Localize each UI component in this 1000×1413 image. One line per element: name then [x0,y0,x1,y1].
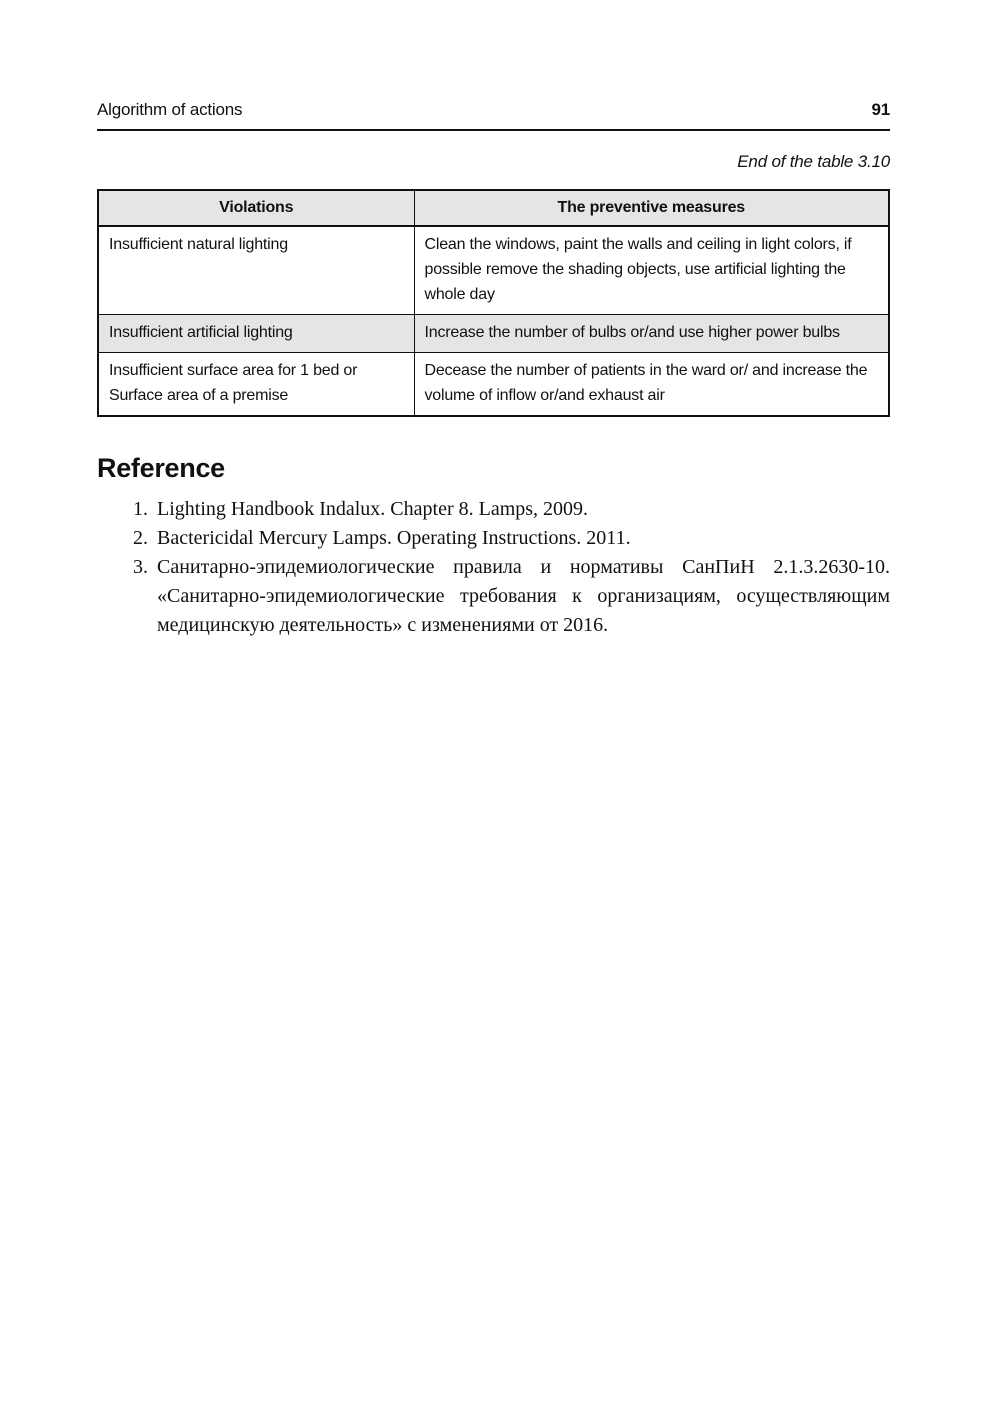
violation-cell: Insufficient surface area for 1 bed or Surface area of a premise [98,353,414,417]
table-header-row [98,190,889,226]
reference-number: 2. [133,527,148,549]
reference-text: Bactericidal Mercury Lamps. Operating Instructions. 2011. [157,527,631,549]
violation-cell: Insufficient artificial lighting [98,315,414,353]
violations-table [97,189,890,417]
violation-cell: Insufficient natural lighting [98,226,414,315]
measure-cell: Increase the number of bulbs or/and use higher power bulbs [414,315,889,353]
column-header-measures: The preventive measures [414,190,889,226]
table-row-natural-lighting [98,226,889,315]
table-caption: End of the table 3.10 [737,152,890,171]
measure-cell: Clean the windows, paint the walls and ceiling in light colors, if possible remove the shading objects, use artificial lighting the whole day [414,226,889,315]
reference-item-2 [133,524,890,553]
measure-cell: Decease the number of patients in the ward or/ and increase the volume of inflow or/and exhaust air [414,353,889,417]
reference-list [133,495,890,640]
reference-number: 1. [133,498,148,520]
running-header [97,100,890,131]
page-number: 91 [871,100,890,119]
table-row-surface-area [98,353,889,417]
column-header-violations: Violations [98,190,414,226]
reference-item-1 [133,495,890,524]
reference-text: Lighting Handbook Indalux. Chapter 8. Lamps, 2009. [157,498,589,520]
table-row-artificial-lighting [98,315,889,353]
reference-text: Санитарно-эпидемиологические правила и нормативы СанПиН 2.1.3.2630-10. «Санитарно-эпидемиологические требования к организациям, осуществляющим медицинскую деятельность» с изменениями от 2016. [157,556,890,636]
running-title: Algorithm of actions [97,100,243,119]
reference-number: 3. [133,556,148,578]
reference-item-3 [133,553,890,640]
reference-heading: Reference [97,453,225,483]
